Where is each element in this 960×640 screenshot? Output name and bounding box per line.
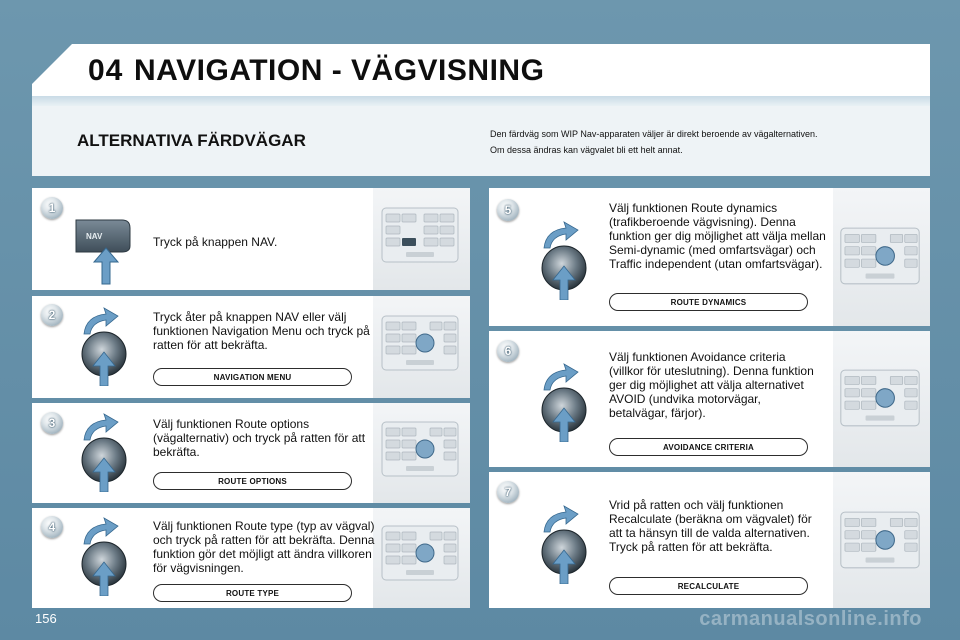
step-text-7: Vrid på ratten och välj funktionen Recalculate (beräkna om vägvalet) för att ta hänsyn till de valda alternativen. Tryck på ratten för att bekräfta. <box>609 498 812 554</box>
function-label-route-dynamics: ROUTE DYNAMICS <box>609 293 808 311</box>
function-label-avoidance-criteria: AVOIDANCE CRITERIA <box>609 438 808 456</box>
step-number-3: 3 <box>41 412 63 434</box>
radio-faceplate-3 <box>380 418 460 482</box>
radio-faceplate-4 <box>380 522 460 586</box>
radio-faceplate-5 <box>838 224 922 290</box>
header-band <box>32 96 930 106</box>
radio-faceplate-1 <box>380 204 460 268</box>
rotary-knob-icon <box>534 362 594 442</box>
function-label-navigation-menu: NAVIGATION MENU <box>153 368 352 386</box>
function-label-route-type: ROUTE TYPE <box>153 584 352 602</box>
rotary-knob-icon <box>74 516 134 596</box>
step-text-2: Tryck åter på knappen NAV eller välj funktionen Navigation Menu och tryck på ratten för att bekräfta. <box>153 310 370 352</box>
step-number-1: 1 <box>41 197 63 219</box>
chapter-number: 04 <box>88 54 124 87</box>
step-text-5: Välj funktionen Route dynamics (trafikberoende vägvisning). Denna funktion ger dig möjlighet att välja mellan Semi-dynamic (med omfartsvägar) och Traffic independent (utan omfartsvägar). <box>609 201 826 271</box>
watermark: carmanualsonline.info <box>699 608 922 630</box>
rotary-knob-icon <box>534 504 594 584</box>
intro-line-2: Om dessa ändras kan vägvalet bli ett helt annat. <box>490 145 683 155</box>
step-text-6: Välj funktionen Avoidance criteria (villkor för uteslutning). Denna funktion ger dig möjlighet att välja alternativet AVOID (undvika motorvägar, betalvägar, färjor). <box>609 350 814 420</box>
step-text-4: Välj funktionen Route type (typ av vägval) och tryck på ratten för att bekräfta. Denna funktion gör det möjligt att ändra villkoren för vägvisningen. <box>153 519 375 575</box>
step-text-1: Tryck på knappen NAV. <box>153 235 278 249</box>
page-number: 156 <box>35 611 57 626</box>
section-title: ALTERNATIVA FÄRDVÄGAR <box>77 131 306 150</box>
radio-faceplate-7 <box>838 508 922 574</box>
function-label-recalculate: RECALCULATE <box>609 577 808 595</box>
step-text-3: Välj funktionen Route options (vägalternativ) och tryck på ratten för att bekräfta. <box>153 417 366 459</box>
step-number-2: 2 <box>41 304 63 326</box>
rotary-knob-icon <box>534 220 594 300</box>
step-number-5: 5 <box>497 199 519 221</box>
function-label-route-options: ROUTE OPTIONS <box>153 472 352 490</box>
rotary-knob-icon <box>74 306 134 386</box>
intro-line-1: Den färdväg som WIP Nav-apparaten väljer är direkt beroende av vägalternativen. <box>490 129 818 139</box>
radio-faceplate-2 <box>380 312 460 376</box>
step-number-6: 6 <box>497 340 519 362</box>
step-number-4: 4 <box>41 516 63 538</box>
nav-button-label: NAV <box>86 232 103 241</box>
step-number-7: 7 <box>497 481 519 503</box>
page-title: NAVIGATION - VÄGVISNING <box>134 54 545 87</box>
section-intro <box>490 126 910 158</box>
rotary-knob-icon <box>74 412 134 492</box>
nav-button-icon <box>72 214 140 286</box>
radio-faceplate-6 <box>838 366 922 432</box>
